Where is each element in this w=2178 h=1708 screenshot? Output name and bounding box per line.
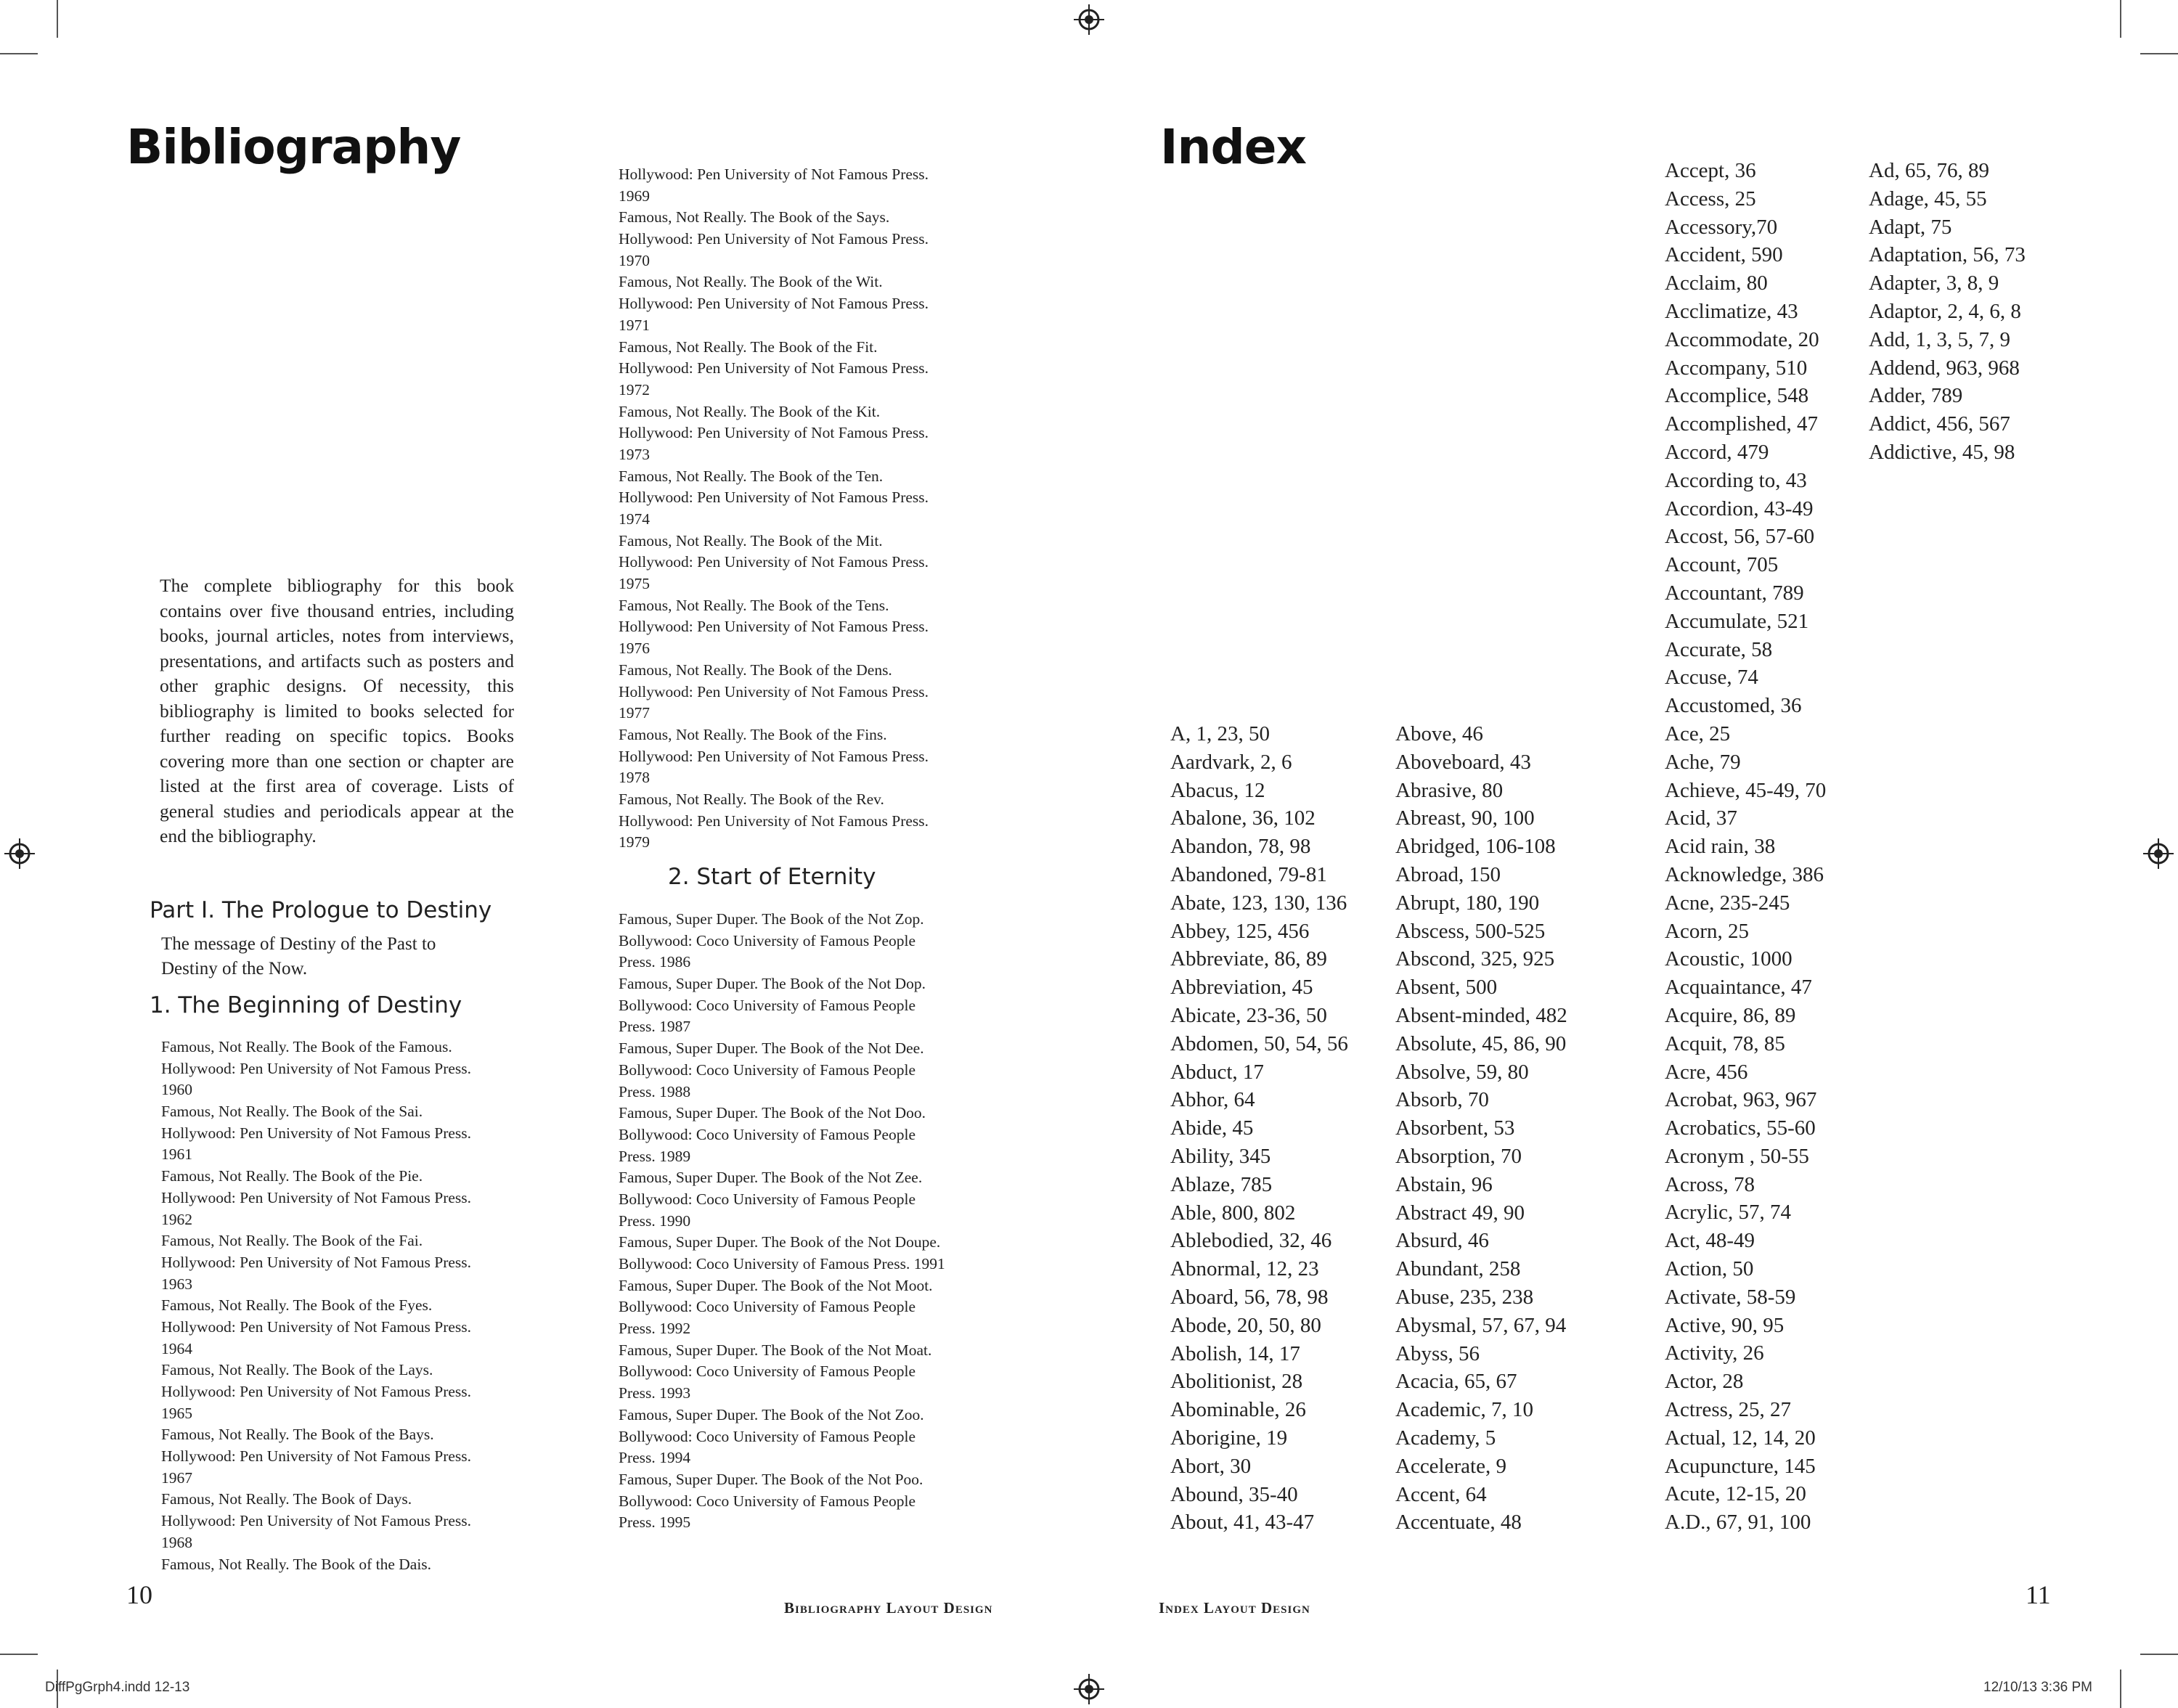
- index-entry: Abicate, 23-36, 50: [1170, 1003, 1327, 1027]
- bibliography-entry-line: 1975: [619, 575, 650, 593]
- index-entry: Acronym , 50-55: [1665, 1144, 1809, 1168]
- bibliography-entry-line: 1977: [619, 704, 650, 722]
- bibliography-entry-line: Famous, Not Really. The Book of the Fyes.: [161, 1296, 433, 1315]
- index-entry: Acre, 456: [1665, 1060, 1748, 1084]
- registration-mark-top-icon: [1074, 4, 1104, 35]
- index-entry: Aardvark, 2, 6: [1170, 750, 1292, 774]
- bibliography-entry-line: Famous, Super Duper. The Book of the Not Doo.: [619, 1104, 926, 1122]
- bibliography-entry-line: Famous, Not Really. The Book of the Bays.: [161, 1426, 434, 1444]
- bibliography-entry-line: Hollywood: Pen University of Not Famous Press.: [619, 424, 929, 442]
- index-entry: Accomplished, 47: [1665, 412, 1819, 436]
- index-entry: Accentuate, 48: [1395, 1511, 1522, 1535]
- index-entry: Abstain, 96: [1395, 1172, 1493, 1196]
- index-entry: Active, 90, 95: [1665, 1313, 1785, 1337]
- bibliography-entry-line: Hollywood: Pen University of Not Famous Press.: [161, 1447, 472, 1466]
- index-entry: Acid, 37: [1665, 806, 1737, 830]
- bibliography-entry-line: Bollywood: Coco University of Famous People: [619, 1298, 916, 1316]
- bibliography-entry-line: 1974: [619, 510, 650, 528]
- bibliography-entry-line: Hollywood: Pen University of Not Famous Press.: [161, 1253, 472, 1271]
- bibliography-entry-line: Bollywood: Coco University of Famous People: [619, 1061, 916, 1079]
- bibliography-entry-line: Press. 1987: [619, 1018, 691, 1036]
- index-entry: Abbey, 125, 456: [1170, 919, 1310, 943]
- bibliography-entry-line: Famous, Super Duper. The Book of the Not Moat.: [619, 1341, 932, 1359]
- index-entry: Accident, 590: [1665, 243, 1783, 267]
- index-entry: Accuse, 74: [1665, 666, 1758, 690]
- index-column-3: [1665, 157, 1826, 1537]
- bibliography-entry-line: Hollywood: Pen University of Not Famous Press.: [619, 489, 929, 507]
- bibliography-entry-line: Press. 1992: [619, 1320, 691, 1338]
- index-entry: Abolitionist, 28: [1170, 1370, 1303, 1394]
- index-entry: Acid rain, 38: [1665, 835, 1776, 859]
- index-entry: Abbreviation, 45: [1170, 976, 1313, 1000]
- bibliography-entry-line: Famous, Super Duper. The Book of the Not Moot.: [619, 1276, 933, 1294]
- index-entry: Accustomed, 36: [1665, 694, 1802, 718]
- index-entry: Acoustic, 1000: [1665, 947, 1792, 971]
- index-entry: Accent, 64: [1395, 1482, 1487, 1506]
- index-entry: Action, 50: [1665, 1257, 1754, 1281]
- crop-mark-bottom-right-h: [2140, 1654, 2178, 1655]
- bibliography-entry-line: Famous, Not Really. The Book of the Kit.: [619, 402, 881, 420]
- index-entry: Accurate, 58: [1665, 637, 1773, 661]
- bibliography-entry-line: Press. 1986: [619, 953, 691, 971]
- index-entry: Acacia, 65, 67: [1395, 1370, 1517, 1394]
- bibliography-column-2-top: [619, 164, 929, 854]
- index-entry: About, 41, 43-47: [1170, 1511, 1315, 1535]
- index-entry: Absent-minded, 482: [1395, 1003, 1567, 1027]
- bibliography-entry-line: Bollywood: Coco University of Famous Press. 1991: [619, 1255, 945, 1272]
- bibliography-entry-line: Famous, Not Really. The Book of the Ten.: [619, 467, 884, 485]
- bibliography-entry-line: Hollywood: Pen University of Not Famous Press.: [161, 1383, 472, 1400]
- bibliography-entry-line: Famous, Not Really. The Book of the Famous.: [161, 1038, 452, 1055]
- bibliography-entry-line: 1962: [161, 1210, 192, 1228]
- bibliography-entry-line: Press. 1995: [619, 1513, 691, 1532]
- part-subtitle-line-1: The message of Destiny of the Past to: [161, 934, 436, 954]
- bibliography-column-1: [161, 1037, 471, 1575]
- index-entry: Accost, 56, 57-60: [1665, 525, 1815, 549]
- bibliography-intro: The complete bibliography for this book contains over five thousand entries, including books, journal articles, notes from interviews, presentations, and artifacts such as posters and other graphic designs. Of necessity, this bibliography is limited to books selected for further reading on specific topics. Books covering more than one section or chapter are listed at the first area of coverage. Lists of general studies and periodicals appear at the end the bibliography.: [160, 575, 514, 846]
- bibliography-entry-line: Famous, Not Really. The Book of the Lays.: [161, 1361, 433, 1379]
- index-entry: Account, 705: [1665, 553, 1779, 577]
- bibliography-entry-line: Famous, Not Really. The Book of the Fit.: [619, 338, 878, 356]
- bibliography-column-2-bottom: [619, 909, 945, 1534]
- bibliography-entry-line: Hollywood: Pen University of Not Famous Press.: [161, 1317, 472, 1336]
- index-entry: Ablaze, 785: [1170, 1172, 1273, 1196]
- crop-mark-bottom-right-v: [2120, 1670, 2121, 1708]
- part-subtitle-line-2: Destiny of the Now.: [161, 959, 308, 978]
- index-entry: Actor, 28: [1665, 1370, 1744, 1394]
- index-entry: Abrasive, 80: [1395, 778, 1504, 802]
- index-entry: Abreast, 90, 100: [1395, 806, 1535, 830]
- index-entry: Accountant, 789: [1665, 581, 1804, 605]
- index-entry: Abandoned, 79-81: [1170, 862, 1327, 886]
- index-entry: Across, 78: [1665, 1172, 1755, 1196]
- index-entry: Acclaim, 80: [1665, 271, 1768, 295]
- index-entry: Acquaintance, 47: [1665, 976, 1812, 1000]
- index-entry: Abhor, 64: [1170, 1088, 1255, 1112]
- crop-mark-bottom-left-h: [0, 1654, 38, 1655]
- index-entry: Acrobat, 963, 967: [1665, 1088, 1817, 1112]
- bibliography-entry-line: Hollywood: Pen University of Not Famous Press.: [619, 618, 929, 636]
- index-entry: Act, 48-49: [1665, 1229, 1755, 1253]
- bibliography-entry-line: Famous, Super Duper. The Book of the Not Zee.: [619, 1169, 923, 1187]
- bibliography-entry-line: 1968: [161, 1533, 192, 1551]
- index-entry: Ace, 25: [1665, 722, 1731, 745]
- index-entry: Above, 46: [1395, 722, 1483, 745]
- index-entry: Abnormal, 12, 23: [1170, 1257, 1319, 1281]
- bibliography-entry-line: 1967: [161, 1468, 192, 1487]
- bibliography-entry-line: Famous, Not Really. The Book of the Dens.: [619, 661, 892, 679]
- index-entry: Acquire, 86, 89: [1665, 1003, 1796, 1027]
- index-entry: Acknowledge, 386: [1665, 862, 1824, 886]
- bibliography-title: Bibliography: [126, 119, 461, 175]
- index-entry: Accumulate, 521: [1665, 609, 1809, 633]
- page-number-left: 10: [126, 1580, 152, 1609]
- index-entry: Abound, 35-40: [1170, 1482, 1298, 1506]
- bibliography-entry-line: Hollywood: Pen University of Not Famous Press.: [161, 1188, 472, 1206]
- bibliography-entry-line: Famous, Not Really. The Book of the Dais.: [161, 1555, 432, 1573]
- index-entry: Adder, 789: [1869, 384, 1963, 408]
- index-entry: Access, 25: [1665, 187, 1756, 211]
- index-entry: Acrobatics, 55-60: [1665, 1116, 1816, 1140]
- index-entry: Abandon, 78, 98: [1170, 835, 1311, 859]
- index-entry: Ache, 79: [1665, 750, 1741, 774]
- bibliography-entry-line: 1972: [619, 380, 650, 399]
- index-column-2: [1395, 720, 1567, 1537]
- crop-mark-top-right-v: [2120, 0, 2121, 38]
- bibliography-entry-line: Famous, Not Really. The Book of the Fins.: [619, 725, 887, 743]
- index-entry: Adapter, 3, 8, 9: [1869, 271, 1999, 295]
- index-entry: Accompany, 510: [1665, 356, 1808, 380]
- index-entry: Able, 800, 802: [1170, 1201, 1296, 1225]
- index-entry: Abscond, 325, 925: [1395, 947, 1555, 971]
- bibliography-entry-line: 1961: [161, 1145, 192, 1164]
- index-entry: Acclimatize, 43: [1665, 299, 1798, 323]
- index-entry: Abate, 123, 130, 136: [1170, 891, 1347, 915]
- index-title: Index: [1160, 119, 1307, 175]
- index-entry: Accord, 479: [1665, 440, 1769, 464]
- bibliography-entry-line: 1973: [619, 445, 650, 463]
- index-entry: Abundant, 258: [1395, 1257, 1521, 1281]
- bibliography-entry-line: Bollywood: Coco University of Famous People: [619, 996, 916, 1014]
- bibliography-entry-line: Famous, Super Duper. The Book of the Not Doupe.: [619, 1233, 941, 1251]
- index-entry: Aboard, 56, 78, 98: [1170, 1285, 1329, 1309]
- index-entry: Acrylic, 57, 74: [1665, 1201, 1791, 1225]
- index-entry: Abdomen, 50, 54, 56: [1170, 1031, 1348, 1055]
- bibliography-entry-line: Bollywood: Coco University of Famous People: [619, 1362, 916, 1381]
- index-entry: Accept, 36: [1665, 159, 1756, 182]
- index-entry: Absorbent, 53: [1395, 1116, 1515, 1140]
- bibliography-entry-line: Hollywood: Pen University of Not Famous Press.: [161, 1512, 472, 1530]
- index-entry: Accessory,70: [1665, 215, 1778, 239]
- footer-right: Index Layout Design: [1159, 1599, 1310, 1617]
- index-entry: Academic, 7, 10: [1395, 1398, 1534, 1422]
- section2-heading: 2. Start of Eternity: [668, 864, 876, 890]
- index-entry: Adapt, 75: [1869, 215, 1952, 239]
- index-entry: Abode, 20, 50, 80: [1170, 1313, 1321, 1337]
- index-entry: Absolute, 45, 86, 90: [1395, 1031, 1567, 1055]
- index-entry: Abduct, 17: [1170, 1060, 1264, 1084]
- index-entry: Addend, 963, 968: [1869, 356, 2020, 380]
- index-entry: Actual, 12, 14, 20: [1665, 1426, 1816, 1450]
- bibliography-entry-line: Hollywood: Pen University of Not Famous Press.: [619, 230, 929, 248]
- index-entry: Actress, 25, 27: [1665, 1398, 1791, 1422]
- slug-file-info: DiffPgGrph4.indd 12-13: [45, 1680, 190, 1695]
- index-entry: Abrupt, 180, 190: [1395, 891, 1540, 915]
- index-entry: Absorption, 70: [1395, 1144, 1522, 1168]
- index-entry: Acorn, 25: [1665, 919, 1749, 943]
- index-column-1: [1170, 720, 1348, 1537]
- index-entry: Absurd, 46: [1395, 1229, 1489, 1253]
- index-entry: Addictive, 45, 98: [1869, 440, 2015, 464]
- index-entry: Activity, 26: [1665, 1341, 1764, 1365]
- index-entry: Accelerate, 9: [1395, 1454, 1506, 1478]
- bibliography-entry-line: 1964: [161, 1339, 192, 1357]
- index-entry: Accomplice, 548: [1665, 384, 1809, 408]
- bibliography-entry-line: Bollywood: Coco University of Famous People: [619, 1125, 916, 1143]
- index-entry: Abbreviate, 86, 89: [1170, 947, 1327, 971]
- index-entry: Ability, 345: [1170, 1144, 1271, 1168]
- index-entry: Aboveboard, 43: [1395, 750, 1531, 774]
- index-entry: Abominable, 26: [1170, 1398, 1306, 1422]
- index-column-4: [1869, 157, 2026, 467]
- bibliography-entry-line: Press. 1989: [619, 1147, 691, 1165]
- index-entry: Abridged, 106-108: [1395, 835, 1556, 859]
- bibliography-entry-line: Hollywood: Pen University of Not Famous Press.: [619, 553, 929, 571]
- bibliography-entry-line: Hollywood: Pen University of Not Famous Press.: [619, 166, 929, 183]
- index-entry: Adaptation, 56, 73: [1869, 243, 2026, 267]
- bibliography-entry-line: 1971: [619, 316, 650, 334]
- index-entry: A, 1, 23, 50: [1170, 722, 1270, 745]
- bibliography-entry-line: Hollywood: Pen University of Not Famous Press.: [619, 747, 929, 765]
- bibliography-entry-line: Hollywood: Pen University of Not Famous Press.: [161, 1059, 472, 1077]
- bibliography-entry-line: Famous, Not Really. The Book of the Rev.: [619, 790, 884, 808]
- index-entry: Accommodate, 20: [1665, 327, 1819, 351]
- bibliography-entry-line: Famous, Not Really. The Book of Days.: [161, 1490, 412, 1508]
- index-entry: Achieve, 45-49, 70: [1665, 778, 1827, 802]
- bibliography-entry-line: Press. 1993: [619, 1384, 691, 1402]
- crop-mark-top-right-h: [2140, 53, 2178, 54]
- index-entry: According to, 43: [1665, 468, 1807, 492]
- bibliography-entry-line: 1976: [619, 640, 650, 658]
- bibliography-entry-line: Bollywood: Coco University of Famous People: [619, 931, 916, 949]
- bibliography-entry-line: Famous, Not Really. The Book of the Pie.: [161, 1167, 423, 1185]
- bibliography-entry-line: Press. 1988: [619, 1082, 691, 1100]
- bibliography-entry-line: Famous, Not Really. The Book of the Fai.: [161, 1232, 423, 1250]
- part-heading: Part I. The Prologue to Destiny: [150, 897, 492, 923]
- bibliography-entry-line: Hollywood: Pen University of Not Famous Press.: [619, 812, 929, 830]
- bibliography-entry-line: Bollywood: Coco University of Famous People: [619, 1427, 916, 1445]
- bibliography-entry-line: Famous, Not Really. The Book of the Tens.: [619, 596, 889, 614]
- bibliography-entry-line: 1965: [161, 1404, 192, 1422]
- bibliography-entry-line: Famous, Not Really. The Book of the Mit.: [619, 531, 883, 549]
- bibliography-entry-line: Famous, Super Duper. The Book of the Not Dee.: [619, 1039, 924, 1058]
- index-entry: Accordion, 43-49: [1665, 497, 1814, 520]
- index-entry: Addict, 456, 567: [1869, 412, 2010, 436]
- bibliography-entry-line: 1963: [161, 1275, 192, 1293]
- index-entry: Absent, 500: [1395, 976, 1498, 1000]
- index-entry: A.D., 67, 91, 100: [1665, 1511, 1811, 1535]
- bibliography-entry-line: Hollywood: Pen University of Not Famous Press.: [161, 1124, 472, 1142]
- registration-mark-left-icon: [4, 838, 35, 869]
- index-entry: Ablebodied, 32, 46: [1170, 1229, 1332, 1253]
- bibliography-entry-line: 1969: [619, 187, 650, 205]
- registration-mark-right-icon: [2143, 838, 2174, 869]
- bibliography-entry-line: Bollywood: Coco University of Famous People: [619, 1190, 916, 1208]
- bibliography-entry-line: 1978: [619, 769, 650, 787]
- index-entry: Activate, 58-59: [1665, 1285, 1796, 1309]
- index-entry: Abstract 49, 90: [1395, 1201, 1525, 1225]
- index-entry: Acute, 12-15, 20: [1665, 1482, 1806, 1506]
- index-entry: Academy, 5: [1395, 1426, 1496, 1450]
- index-entry: Abuse, 235, 238: [1395, 1285, 1534, 1309]
- index-entry: Abroad, 150: [1395, 862, 1501, 886]
- page-number-right: 11: [2026, 1580, 2051, 1609]
- crop-mark-top-left-h: [0, 53, 38, 54]
- bibliography-entry-line: Famous, Super Duper. The Book of the Not Poo.: [619, 1470, 923, 1488]
- index-entry: Abysmal, 57, 67, 94: [1395, 1313, 1567, 1337]
- index-entry: Adage, 45, 55: [1869, 187, 1987, 211]
- index-entry: Absorb, 70: [1395, 1088, 1489, 1112]
- bibliography-entry-line: Hollywood: Pen University of Not Famous Press.: [619, 682, 929, 700]
- index-entry: Acquit, 78, 85: [1665, 1031, 1785, 1055]
- index-entry: Abacus, 12: [1170, 778, 1265, 802]
- bibliography-entry-line: Famous, Super Duper. The Book of the Not Zoo.: [619, 1405, 924, 1423]
- slug-datetime: 12/10/13 3:36 PM: [1983, 1680, 2092, 1695]
- part-subtitle: [161, 932, 436, 981]
- index-entry: Aborigine, 19: [1170, 1426, 1288, 1450]
- index-entry: Acne, 235-245: [1665, 891, 1790, 915]
- bibliography-entry-line: Famous, Not Really. The Book of the Says.: [619, 208, 890, 226]
- index-entry: Absolve, 59, 80: [1395, 1060, 1529, 1084]
- index-entry: Abolish, 14, 17: [1170, 1341, 1300, 1365]
- bibliography-entry-line: Famous, Not Really. The Book of the Sai.: [161, 1103, 423, 1121]
- footer-left: Bibliography Layout Design: [784, 1599, 993, 1617]
- index-entry: Acupuncture, 145: [1665, 1454, 1816, 1478]
- bibliography-entry-line: 1970: [619, 251, 650, 269]
- bibliography-entry-line: Hollywood: Pen University of Not Famous Press.: [619, 359, 929, 377]
- bibliography-entry-line: Bollywood: Coco University of Famous People: [619, 1492, 916, 1510]
- bibliography-entry-line: 1979: [619, 833, 650, 851]
- bibliography-entry-line: Famous, Super Duper. The Book of the Not Zop.: [619, 910, 924, 928]
- index-entry: Abscess, 500-525: [1395, 919, 1546, 943]
- bibliography-entry-line: Hollywood: Pen University of Not Famous Press.: [619, 295, 929, 313]
- bibliography-entry-line: Press. 1990: [619, 1211, 691, 1230]
- registration-mark-bottom-icon: [1074, 1674, 1104, 1704]
- bibliography-entry-line: Famous, Super Duper. The Book of the Not Dop.: [619, 975, 926, 993]
- index-entry: Abort, 30: [1170, 1454, 1252, 1478]
- crop-mark-top-left-v: [57, 0, 58, 38]
- index-entry: Abalone, 36, 102: [1170, 806, 1316, 830]
- index-entry: Adaptor, 2, 4, 6, 8: [1869, 299, 2021, 323]
- bibliography-entry-line: Famous, Not Really. The Book of the Wit.: [619, 273, 883, 291]
- index-entry: Ad, 65, 76, 89: [1869, 159, 1989, 182]
- section1-heading: 1. The Beginning of Destiny: [150, 992, 462, 1018]
- index-entry: Add, 1, 3, 5, 7, 9: [1869, 327, 2010, 351]
- bibliography-entry-line: Press. 1994: [619, 1449, 691, 1467]
- index-entry: Abide, 45: [1170, 1116, 1254, 1140]
- index-entry: Abyss, 56: [1395, 1341, 1480, 1365]
- bibliography-entry-line: 1960: [161, 1081, 192, 1099]
